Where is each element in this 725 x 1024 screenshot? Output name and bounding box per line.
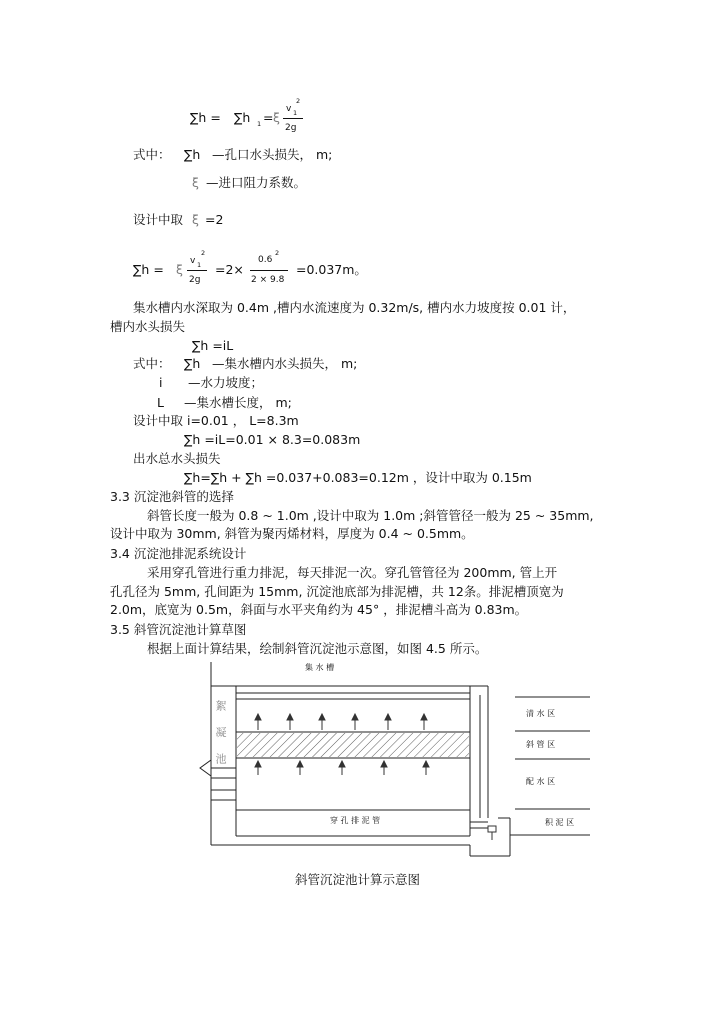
design-zeta-value: =2	[205, 212, 224, 227]
sludge-zone-label: 积 泥 区	[545, 818, 575, 827]
eq-calc-lhs: ∑h =	[133, 262, 164, 277]
eq-calc-num: v	[190, 256, 196, 266]
design-zeta-symbol: ξ	[192, 212, 199, 227]
where-symbol: ∑h	[184, 356, 201, 371]
eq-calc-num-sub: 1	[197, 261, 202, 269]
section-3-4-line2: 孔孔径为 5mm, 孔间距为 15mm, 沉淀池底部为排泥槽，共 12条。排泥槽顶宽为	[110, 584, 564, 599]
where-zeta-symbol: ξ	[192, 175, 199, 190]
calc-iL: ∑h =iL=0.01 × 8.3=0.083m	[184, 432, 361, 447]
where-i-symbol: i	[159, 375, 163, 390]
where-i-description: —水力坡度；	[188, 375, 264, 390]
eq-calc-result: =0.037m。	[296, 262, 367, 277]
eq-orifice-lhs: ∑h =	[190, 110, 221, 125]
trough-paragraph-line2: 槽内水头损失	[110, 319, 186, 334]
where-L-description: —集水槽长度， m;	[184, 395, 292, 410]
eq-orifice-zeta: ξ	[273, 110, 280, 125]
where-label: 式中：	[133, 356, 171, 371]
section-3-5-line1: 根据上面计算结果，绘制斜管沉淀池示意图，如图 4.5 所示。	[147, 641, 488, 656]
section-3-3-title: 3.3 沉淀池斜管的选择	[110, 489, 234, 504]
eq-calc-eq2: =2×	[215, 262, 244, 277]
collection-trough-label: 集 水 槽	[305, 663, 335, 672]
eq-orifice-num-sup: 2	[296, 97, 301, 105]
figure-caption: 斜管沉淀池计算示意图	[295, 872, 421, 887]
tube-zone-label: 斜 管 区	[526, 740, 556, 749]
eq-orifice-eq: =	[263, 110, 274, 125]
total-loss-title: 出水总水头损失	[133, 451, 221, 466]
clear-water-zone-label: 清 水 区	[526, 709, 556, 718]
where-description: —集水槽内水头损失， m;	[212, 356, 358, 371]
design-iL: 设计中取 i=0.01 ， L=8.3m	[133, 413, 299, 428]
eq-orifice-num-sub: 1	[293, 109, 298, 117]
section-3-4-line1: 采用穿孔管进行重力排泥，每天排泥一次。穿孔管管径为 200mm, 管上开	[147, 565, 558, 580]
where-label: 式中：	[133, 147, 171, 162]
where-L-symbol: L	[157, 395, 164, 410]
flocculation-tank-label: 絮 凝 池	[214, 700, 227, 770]
distribution-zone-label: 配 水 区	[526, 777, 556, 786]
where-zeta-description: —进口阻力系数。	[206, 175, 307, 190]
perforated-sludge-pipe-label: 穿 孔 排 泥 管	[330, 816, 381, 825]
eq-calc-zeta: ξ	[176, 262, 183, 277]
eq-calc-num2: 0.6	[258, 255, 273, 265]
section-3-4-line3: 2.0m，底宽为 0.5m，斜面与水平夹角约为 45° ，排泥槽斗高为 0.83m。	[110, 602, 528, 617]
where-symbol: ∑h	[184, 147, 201, 162]
eq-calc-den2: 2 × 9.8	[251, 275, 285, 285]
eq-orifice-num: v	[286, 104, 292, 114]
where-description: —孔口水头损失， m;	[212, 147, 333, 162]
tube-zone-hatch	[237, 733, 469, 757]
eq-orifice-rhs1-sub: 1	[257, 120, 262, 128]
section-3-5-title: 3.5 斜管沉淀池计算草图	[110, 622, 247, 637]
section-3-3-line1: 斜管长度一般为 0.8 ~ 1.0m ,设计中取为 1.0m ;斜管管径一般为 25 ~ 35mm,	[147, 508, 594, 523]
section-3-3-line2: 设计中取为 30mm, 斜管为聚丙烯材料，厚度为 0.4 ~ 0.5mm。	[110, 526, 474, 541]
eq-calc-num-sup: 2	[201, 249, 206, 257]
total-loss-calc: ∑h=∑h + ∑h =0.037+0.083=0.12m ，设计中取为 0.15m	[184, 470, 532, 485]
design-zeta-text: 设计中取	[133, 212, 184, 227]
eq-orifice-den: 2g	[285, 123, 297, 133]
eq-orifice-rhs1: ∑h	[234, 110, 251, 125]
trough-paragraph-line1: 集水槽内水深取为 0.4m ,槽内水流速度为 0.32m/s, 槽内水力坡度按 0.01 计，	[133, 300, 576, 315]
section-3-4-title: 3.4 沉淀池排泥系统设计	[110, 546, 247, 561]
eq-calc-num2-sup: 2	[275, 249, 280, 257]
eq-calc-den: 2g	[189, 275, 201, 285]
eq-trough: ∑h =iL	[192, 338, 234, 353]
